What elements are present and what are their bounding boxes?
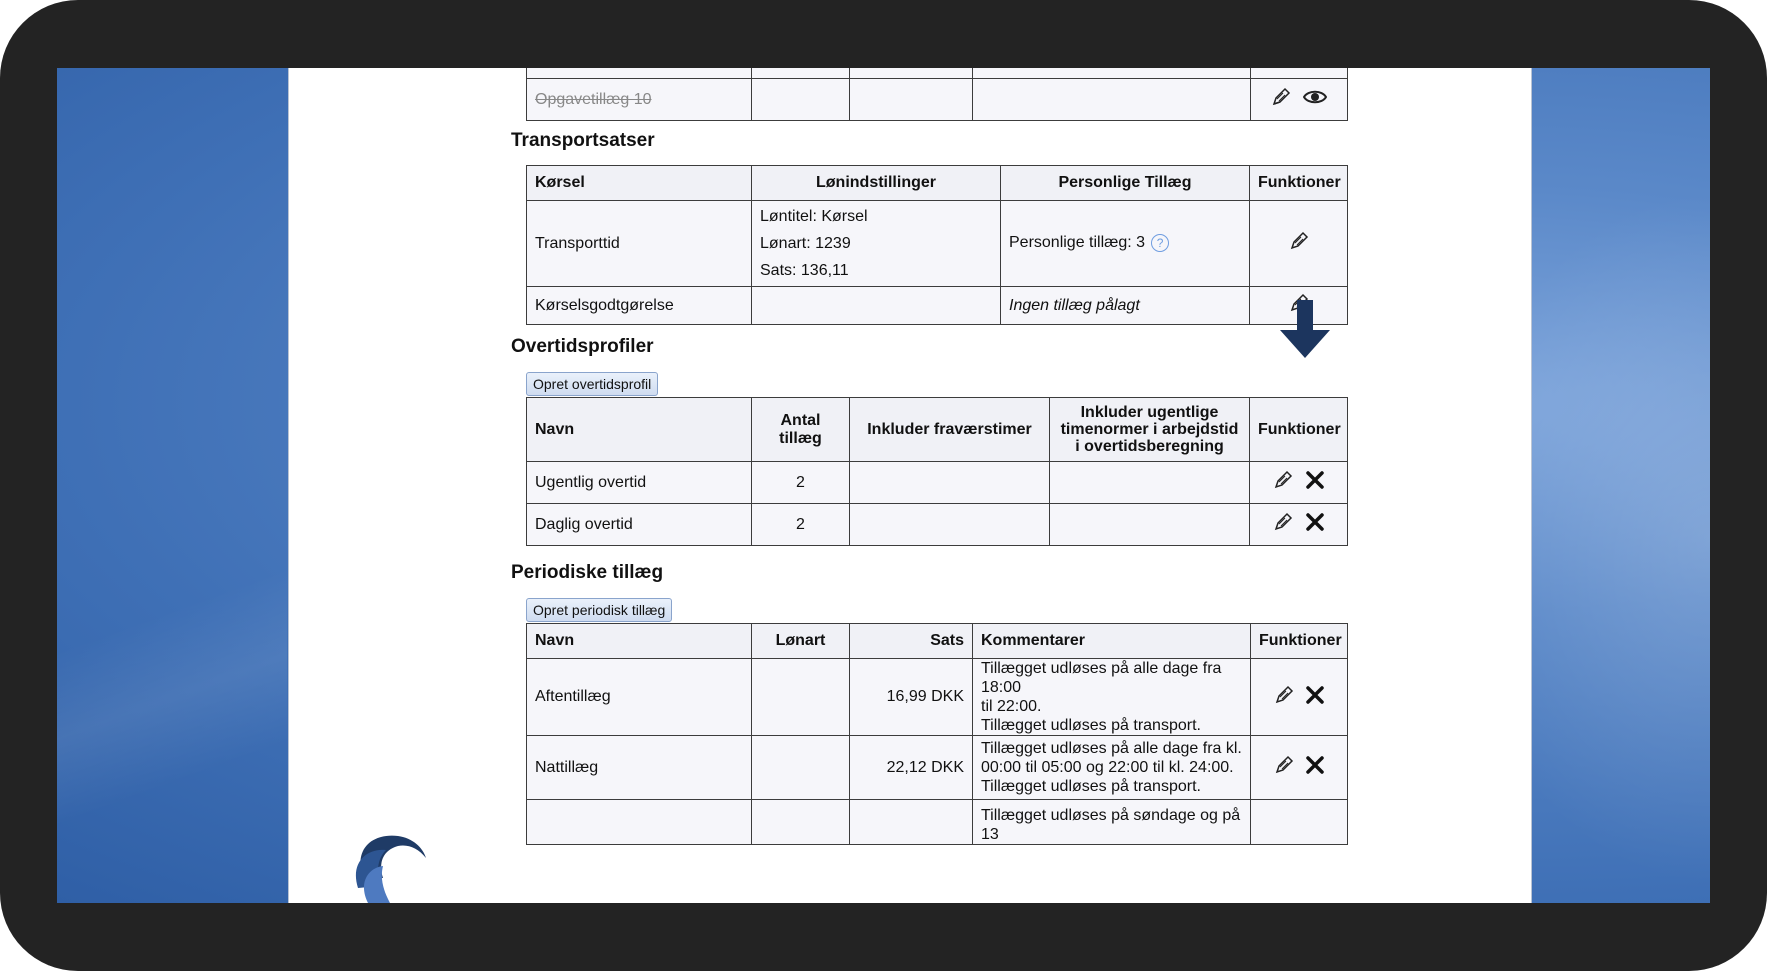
periodic-rate: 16,99 DKK [850,659,973,736]
periodic-rate: 22,12 DKK [850,736,973,800]
view-icon[interactable] [1303,89,1327,110]
functions-cell [1251,659,1348,736]
functions-cell [1251,736,1348,800]
background-swoosh [57,418,287,903]
col-header: Sats [850,624,973,659]
table-row [527,800,1348,845]
transport-heading: Transportsatser [511,130,655,151]
edit-icon[interactable] [1273,512,1293,537]
create-periodic-allowance-button[interactable]: Opret periodisk tillæg [526,598,672,622]
edit-icon[interactable] [1274,755,1294,780]
personal-allowance-text: Ingen tillæg pålagt [1001,287,1250,325]
overtime-table [526,397,1348,546]
edit-icon[interactable] [1289,231,1309,256]
periodic-name: Nattillæg [527,736,752,800]
personal-allowance-text: Personlige tillæg: 3 [1009,234,1146,252]
col-header: Funktioner [1250,166,1348,201]
main-content [505,68,1532,903]
periodic-table [526,623,1348,845]
tasks-table [526,68,1348,121]
functions-cell [1250,504,1348,546]
col-header: Navn [527,624,752,659]
comment-line: til 22:00. [981,698,1042,715]
sats-text: Sats: 136,11 [760,262,849,279]
col-header: Antal tillæg [752,398,850,462]
periodic-name: Aftentillæg [527,659,752,736]
overtime-count: 2 [752,462,850,504]
table-row [527,287,1348,325]
col-header: Funktioner [1250,398,1348,462]
loenart-text: Lønart: 1239 [760,235,851,252]
edit-icon[interactable] [1271,87,1291,112]
left-panel [288,68,506,903]
down-arrow-icon [1280,300,1330,360]
col-header: Inkluder ugentlige timenormer i arbejdstid i overtidsberegning [1050,398,1250,462]
col-header: Inkluder fraværstimer [850,398,1050,462]
col-header: Kørsel [527,166,752,201]
delete-icon[interactable] [1306,513,1324,536]
transport-name: Kørselsgodtgørelse [527,287,752,325]
edit-icon[interactable] [1273,470,1293,495]
company-logo [328,808,458,903]
transport-name: Transporttid [527,201,752,287]
transport-table [526,165,1348,325]
table-row [527,504,1348,546]
comment-line: Tillægget udløses på transport. [981,717,1201,734]
col-header: Lønindstillinger [752,166,1001,201]
functions-cell [1250,462,1348,504]
col-header: Funktioner [1251,624,1348,659]
functions-cell [1251,79,1348,121]
periodic-heading: Periodiske tillæg [511,562,664,583]
col-header: Kommentarer [973,624,1251,659]
comment-line: Tillægget udløses på søndage og på 13 [981,807,1241,843]
col-header: Lønart [752,624,850,659]
desktop-background [57,68,1710,903]
col-header: Navn [527,398,752,462]
functions-cell [1250,201,1348,287]
task-name: Opgavetillæg 10 [527,79,752,121]
table-row [527,462,1348,504]
comment-line: 00:00 til 05:00 og 22:00 til kl. 24:00. [981,759,1234,776]
overtime-count: 2 [752,504,850,546]
table-row [527,79,1348,121]
table-row [527,201,1348,287]
overtime-heading: Overtidsprofiler [511,336,654,357]
overtime-name: Daglig overtid [527,504,752,546]
create-overtime-profile-button[interactable]: Opret overtidsprofil [526,372,658,396]
col-header: Personlige Tillæg [1001,166,1250,201]
delete-icon[interactable] [1306,471,1324,494]
table-row [527,659,1348,736]
loentitel-text: Løntitel: Kørsel [760,208,868,225]
edit-icon[interactable] [1274,685,1294,710]
help-icon[interactable]: ? [1151,234,1169,252]
comment-line: Tillægget udløses på transport. [981,778,1201,795]
table-row [527,736,1348,800]
overtime-name: Ugentlig overtid [527,462,752,504]
comment-line: Tillægget udløses på alle dage fra 18:00 [981,660,1222,696]
delete-icon[interactable] [1306,756,1324,779]
comment-line: Tillægget udløses på alle dage fra kl. [981,740,1242,757]
delete-icon[interactable] [1306,686,1324,709]
